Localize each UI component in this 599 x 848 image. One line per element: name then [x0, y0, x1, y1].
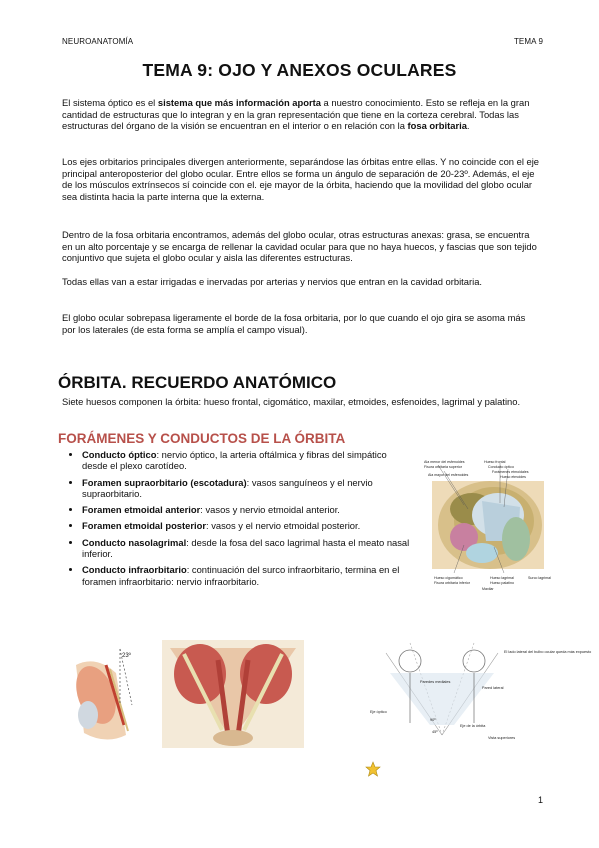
- orbit-label: Hueso lagrimal: [490, 576, 514, 580]
- axes-label: Pared lateral: [482, 686, 504, 690]
- eye-lateral-illustration: [66, 645, 158, 747]
- axes-label: Eje óptico: [370, 710, 387, 714]
- orbit-label: Hueso palatino: [490, 581, 514, 585]
- orbit-label: Hueso etmoides: [500, 475, 526, 479]
- section-title: ÓRBITA. RECUERDO ANATÓMICO: [58, 373, 337, 392]
- orbit-label: Fisura orbitaria superior: [424, 465, 462, 469]
- axes-label: 90º: [430, 718, 436, 722]
- axes-label: El lado lateral del bulbo ocular queda más expuesto: [504, 650, 592, 654]
- axes-label: 45º: [432, 730, 438, 734]
- list-item: • Foramen etmoidal anterior: vasos y nervio etmoidal anterior.: [82, 504, 412, 515]
- orbit-label: Fisura orbitaria inferior: [434, 581, 470, 585]
- orbit-label: Hueso frontal: [484, 460, 506, 464]
- orbit-label: Ala menor del esfenoides: [424, 460, 465, 464]
- orbit-muscles-illustration: [162, 640, 304, 748]
- list-item: • Conducto infraorbitario: continuación del surco infraorbitario, termina en el foramen infraorbitario: nervio infraorbitario.: [82, 564, 412, 587]
- angle-label: 23º: [122, 653, 131, 659]
- orbit-label: Hueso cigomático: [434, 576, 463, 580]
- paragraph-1: El sistema óptico es el sistema que más información aporta a nuestro conocimiento. Esto se refleja en la gran cantidad de estructuras que lo integran y en la gran representación que tiene en la corteza cerebral. Todas las estructuras del órgano de la visión se encuentran en el interior o en relación con la fosa orbitaria.: [62, 97, 530, 132]
- list-item: • Conducto óptico: nervio óptico, la arteria oftálmica y fibras del simpático desde el plexo carotídeo.: [82, 449, 412, 472]
- header-right: TEMA 9: [513, 37, 543, 46]
- paragraph-3b: Todas ellas van a estar irrigadas e inervadas por arterias y nervios que entran en la cavidad orbitaria.: [62, 276, 483, 287]
- star-icon: [365, 761, 381, 777]
- list-item: • Foramen etmoidal posterior: vasos y el nervio etmoidal posterior.: [82, 520, 412, 531]
- list-item: • Foramen supraorbitario (escotadura): vasos sanguíneos y el nervio supraorbitario.: [82, 477, 412, 500]
- paragraph-4: El globo ocular sobrepasa ligeramente el borde de la fosa orbitaria, por lo que cuando el ojo gira se asoma más por los laterales (de esta forma se amplía el campo visual).: [62, 312, 526, 335]
- section-intro: Siete huesos componen la órbita: hueso frontal, cigomático, maxilar, etmoides, esfenoides, lagrimal y palatino.: [62, 396, 521, 407]
- paragraph-2: Los ejes orbitarios principales divergen anteriormente, separándose las órbitas entre ellas. Y no coincide con el eje principal anteroposterior del globo ocular. Entre ellos se forma un ángulo de separación de 20-23º. Además, el eje de los músculos extrínsecos sí coincide con el. eje mayor de la órbita, haciendo que la movilidad del globo ocular sea distinta hacia la parte interna que la externa.: [62, 156, 540, 202]
- axes-label: Eje de la órbita: [460, 724, 486, 728]
- foramen-list: [66, 449, 412, 592]
- orbit-label: Forámenes etmoidales: [492, 470, 529, 474]
- axes-label: Vista superiores: [488, 736, 516, 740]
- axes-label: Paredes mediales: [420, 680, 451, 684]
- subsection-title: FORÁMENES Y CONDUCTOS DE LA ÓRBITA: [58, 431, 346, 446]
- list-item: • Conducto nasolagrimal: desde la fosa del saco lagrimal hasta el meato nasal inferior.: [82, 537, 412, 560]
- page-title: TEMA 9: OJO Y ANEXOS OCULARES: [142, 60, 457, 80]
- orbital-axes-diagram: [370, 643, 592, 747]
- page-number: 1: [537, 795, 543, 805]
- paragraph-3: Dentro de la fosa orbitaria encontramos, además del globo ocular, otras estructuras anexas: grasa, se encuentra en un alto porcentaje y se encarga de rellenar la cavidad ocular para que no haya huecos, y fascias que son tejido conjuntivo que sujeta el globo ocular y aisla las diferentes estructuras.: [62, 229, 537, 264]
- orbit-label: Conducto óptico: [488, 465, 514, 469]
- orbit-label: Ala mayor del esfenoides: [428, 473, 469, 477]
- orbit-illustration: [424, 457, 551, 592]
- header-left: NEUROANATOMÍA: [62, 37, 134, 46]
- orbit-label: Surco lagrimal: [528, 576, 551, 580]
- orbit-label: Maxilar: [482, 587, 494, 591]
